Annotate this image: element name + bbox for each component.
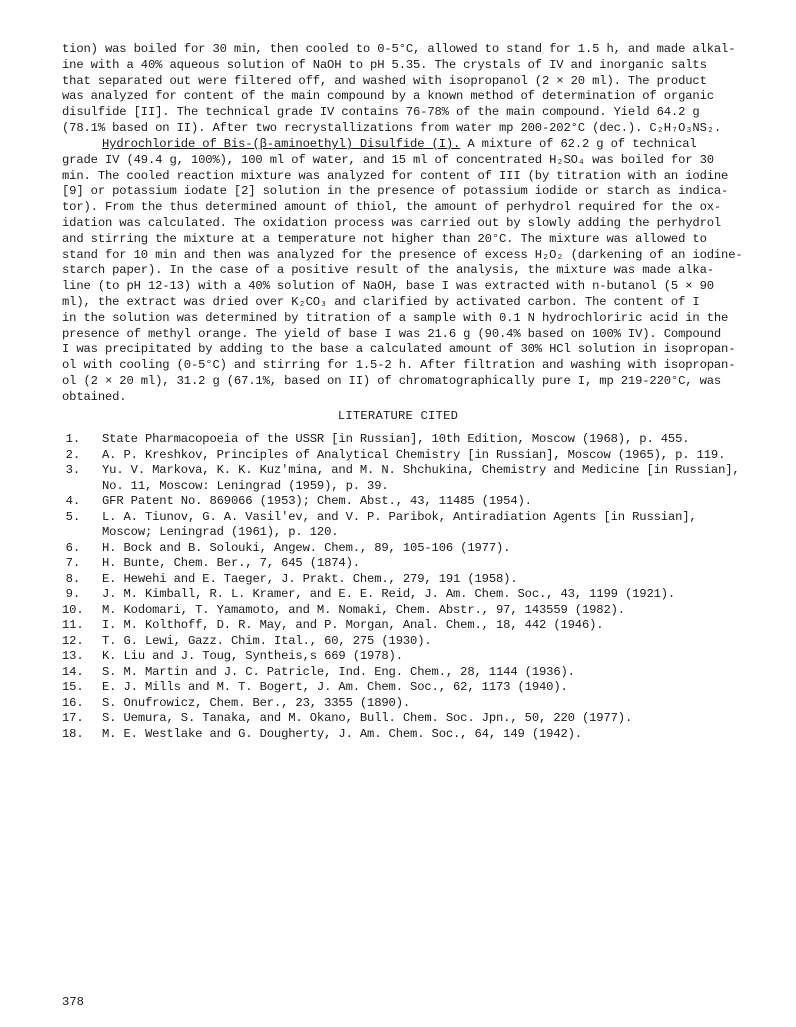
- reference-item: [62, 727, 772, 743]
- reference-item: [62, 463, 772, 494]
- text-line: grade IV (49.4 g, 100%), 100 ml of water, and 15 ml of concentrated H₂SO₄ was boiled for 30: [62, 152, 714, 167]
- reference-number: 10.: [62, 602, 84, 617]
- reference-text: S. M. Martin and J. C. Patricle, Ind. Eng. Chem., 28, 1144 (1936).: [102, 664, 575, 679]
- text-line: that separated out were filtered off, and washed with isopropanol (2 × 20 ml). The product: [62, 73, 707, 88]
- body-paragraph-2: [62, 137, 762, 406]
- text-line: idation was calculated. The oxidation process was carried out by slowly adding the perhydrol: [62, 215, 722, 230]
- reference-number: 1.: [65, 432, 80, 446]
- text-line: ol (2 × 20 ml), 31.2 g (67.1%, based on II) of chromatographically pure I, mp 219-220°C, was: [62, 373, 722, 388]
- text-line: ol with cooling (0-5°C) and stirring for 1.5-2 h. After filtration and washing with isopropan-: [62, 358, 736, 373]
- text-line: line (to pH 12-13) with a 40% solution of NaOH, base I was extracted with n-butanol (5 × 90: [62, 279, 714, 294]
- reference-item: [62, 603, 772, 619]
- reference-text: M. Kodomari, T. Yamamoto, and M. Nomaki, Chem. Abstr., 97, 143559 (1982).: [102, 602, 625, 617]
- text-line: starch paper). In the case of a positive result of the analysis, the mixture was made alka-: [62, 263, 714, 278]
- reference-text: GFR Patent No. 869066 (1953); Chem. Abst., 43, 11485 (1954).: [102, 494, 532, 508]
- reference-number: 11.: [62, 618, 84, 632]
- reference-item: [62, 448, 772, 464]
- reference-number: 15.: [62, 680, 84, 694]
- reference-number: 14.: [62, 664, 84, 679]
- reference-item: [62, 711, 772, 727]
- section-heading: Hydrochloride of Bis-(β-aminoethyl) Disulfide (I).: [102, 137, 461, 151]
- reference-number: 2.: [65, 447, 80, 462]
- reference-number: 5.: [65, 509, 80, 524]
- reference-text: I. M. Kolthoff, D. R. May, and P. Morgan, Anal. Chem., 18, 442 (1946).: [102, 618, 604, 632]
- reference-item: [62, 587, 772, 603]
- reference-number: 4.: [65, 494, 80, 508]
- reference-item: [62, 510, 772, 541]
- reference-text: K. Liu and J. Toug, Syntheis,s 669 (1978).: [102, 649, 403, 663]
- reference-item: [62, 634, 772, 650]
- reference-text: H. Bock and B. Solouki, Angew. Chem., 89, 105-106 (1977).: [102, 540, 511, 555]
- text-line: ml), the extract was dried over K₂CO₃ and clarified by activated carbon. The content of I: [62, 294, 700, 309]
- reference-text: L. A. Tiunov, G. A. Vasil'ev, and V. P. Paribok, Antiradiation Agents [in Russian],: [102, 509, 697, 524]
- text-line: and stirring the mixture at a temperature not higher than 20°C. The mixture was allowed to: [62, 231, 707, 246]
- reference-item: [62, 494, 772, 510]
- reference-number: 12.: [62, 633, 84, 648]
- reference-text: J. M. Kimball, R. L. Kramer, and E. E. Reid, J. Am. Chem. Soc., 43, 1199 (1921).: [102, 587, 676, 601]
- reference-number: 17.: [62, 711, 84, 725]
- text-line: obtained.: [62, 389, 127, 404]
- reference-text: E. J. Mills and M. T. Bogert, J. Am. Chem. Soc., 62, 1173 (1940).: [102, 680, 568, 694]
- reference-number: 3.: [65, 463, 80, 477]
- reference-item: [62, 665, 772, 681]
- reference-text: S. Uemura, S. Tanaka, and M. Okano, Bull. Chem. Soc. Jpn., 50, 220 (1977).: [102, 711, 633, 725]
- reference-number: 9.: [65, 587, 80, 601]
- reference-item: [62, 649, 772, 665]
- reference-text: State Pharmacopoeia of the USSR [in Russian], 10th Edition, Moscow (1968), p. 455.: [102, 432, 690, 446]
- reference-text: H. Bunte, Chem. Ber., 7, 645 (1874).: [102, 556, 360, 570]
- text-line: [9] or potassium iodate [2] solution in the presence of potassium iodide or starch as indica-: [62, 184, 729, 199]
- text-line: (78.1% based on II). After two recrystallizations from water mp 200-202°C (dec.). C₂H₇O₃NS₂.: [62, 120, 722, 135]
- text-line: in the solution was determined by titration of a sample with 0.1 N hydrochloriric acid in the: [62, 310, 729, 325]
- reference-text: T. G. Lewi, Gazz. Chim. Ital., 60, 275 (1930).: [102, 633, 432, 648]
- literature-heading: LITERATURE CITED: [337, 409, 459, 423]
- reference-text: M. E. Westlake and G. Dougherty, J. Am. Chem. Soc., 64, 149 (1942).: [102, 726, 582, 741]
- text-line: was analyzed for content of the main compound by a known method of determination of organic: [62, 89, 714, 104]
- reference-item: [62, 541, 772, 557]
- reference-list: [62, 432, 772, 742]
- reference-item: [62, 432, 772, 448]
- reference-item: [62, 572, 772, 588]
- text-line: disulfide [II]. The technical grade IV contains 76-78% of the main compound. Yield 64.2 g: [62, 105, 700, 120]
- text-line: ine with a 40% aqueous solution of NaOH to pH 5.35. The crystals of IV and inorganic salts: [62, 57, 707, 72]
- reference-number: 8.: [65, 571, 80, 586]
- text-line: I was precipitated by adding to the base a calculated amount of 30% HCl solution in isopropan-: [62, 342, 736, 357]
- paragraph-first-line: [62, 137, 762, 153]
- reference-text: E. Hewehi and E. Taeger, J. Prakt. Chem., 279, 191 (1958).: [102, 571, 518, 586]
- reference-item: [62, 680, 772, 696]
- reference-item: [62, 696, 772, 712]
- text-line: tion) was boiled for 30 min, then cooled to 0-5°C, allowed to stand for 1.5 h, and made alkal-: [62, 42, 736, 56]
- reference-text: A. P. Kreshkov, Principles of Analytical Chemistry [in Russian], Moscow (1965), p. 119.: [102, 447, 726, 462]
- reference-text: Yu. V. Markova, K. K. Kuz'mina, and M. N. Shchukina, Chemistry and Medicine [in Russian],: [102, 463, 740, 477]
- body-paragraph-1: [62, 42, 762, 137]
- reference-text: S. Onufrowicz, Chem. Ber., 23, 3355 (1890).: [102, 695, 411, 710]
- reference-item: [62, 618, 772, 634]
- reference-text: Moscow; Leningrad (1961), p. 120.: [102, 525, 339, 539]
- reference-number: 6.: [65, 540, 80, 555]
- reference-text: No. 11, Moscow: Leningrad (1959), p. 39.: [102, 478, 389, 493]
- reference-number: 13.: [62, 649, 84, 663]
- page-number: 378: [62, 995, 84, 1009]
- text-line: tor). From the thus determined amount of thiol, the amount of perhydrol required for the ox-: [62, 200, 722, 215]
- reference-item: [62, 556, 772, 572]
- text-line: presence of methyl orange. The yield of base I was 21.6 g (90.4% based on 100% IV). Compound: [62, 326, 722, 341]
- text-run: A mixture of 62.2 g of technical: [460, 137, 697, 151]
- reference-number: 16.: [62, 695, 84, 710]
- text-line: min. The cooled reaction mixture was analyzed for content of III (by titration with an iodine: [62, 168, 729, 183]
- reference-number: 7.: [65, 556, 80, 570]
- text-line: stand for 10 min and then was analyzed for the presence of excess H₂O₂ (darkening of an iodine-: [62, 247, 743, 262]
- reference-number: 18.: [62, 726, 84, 741]
